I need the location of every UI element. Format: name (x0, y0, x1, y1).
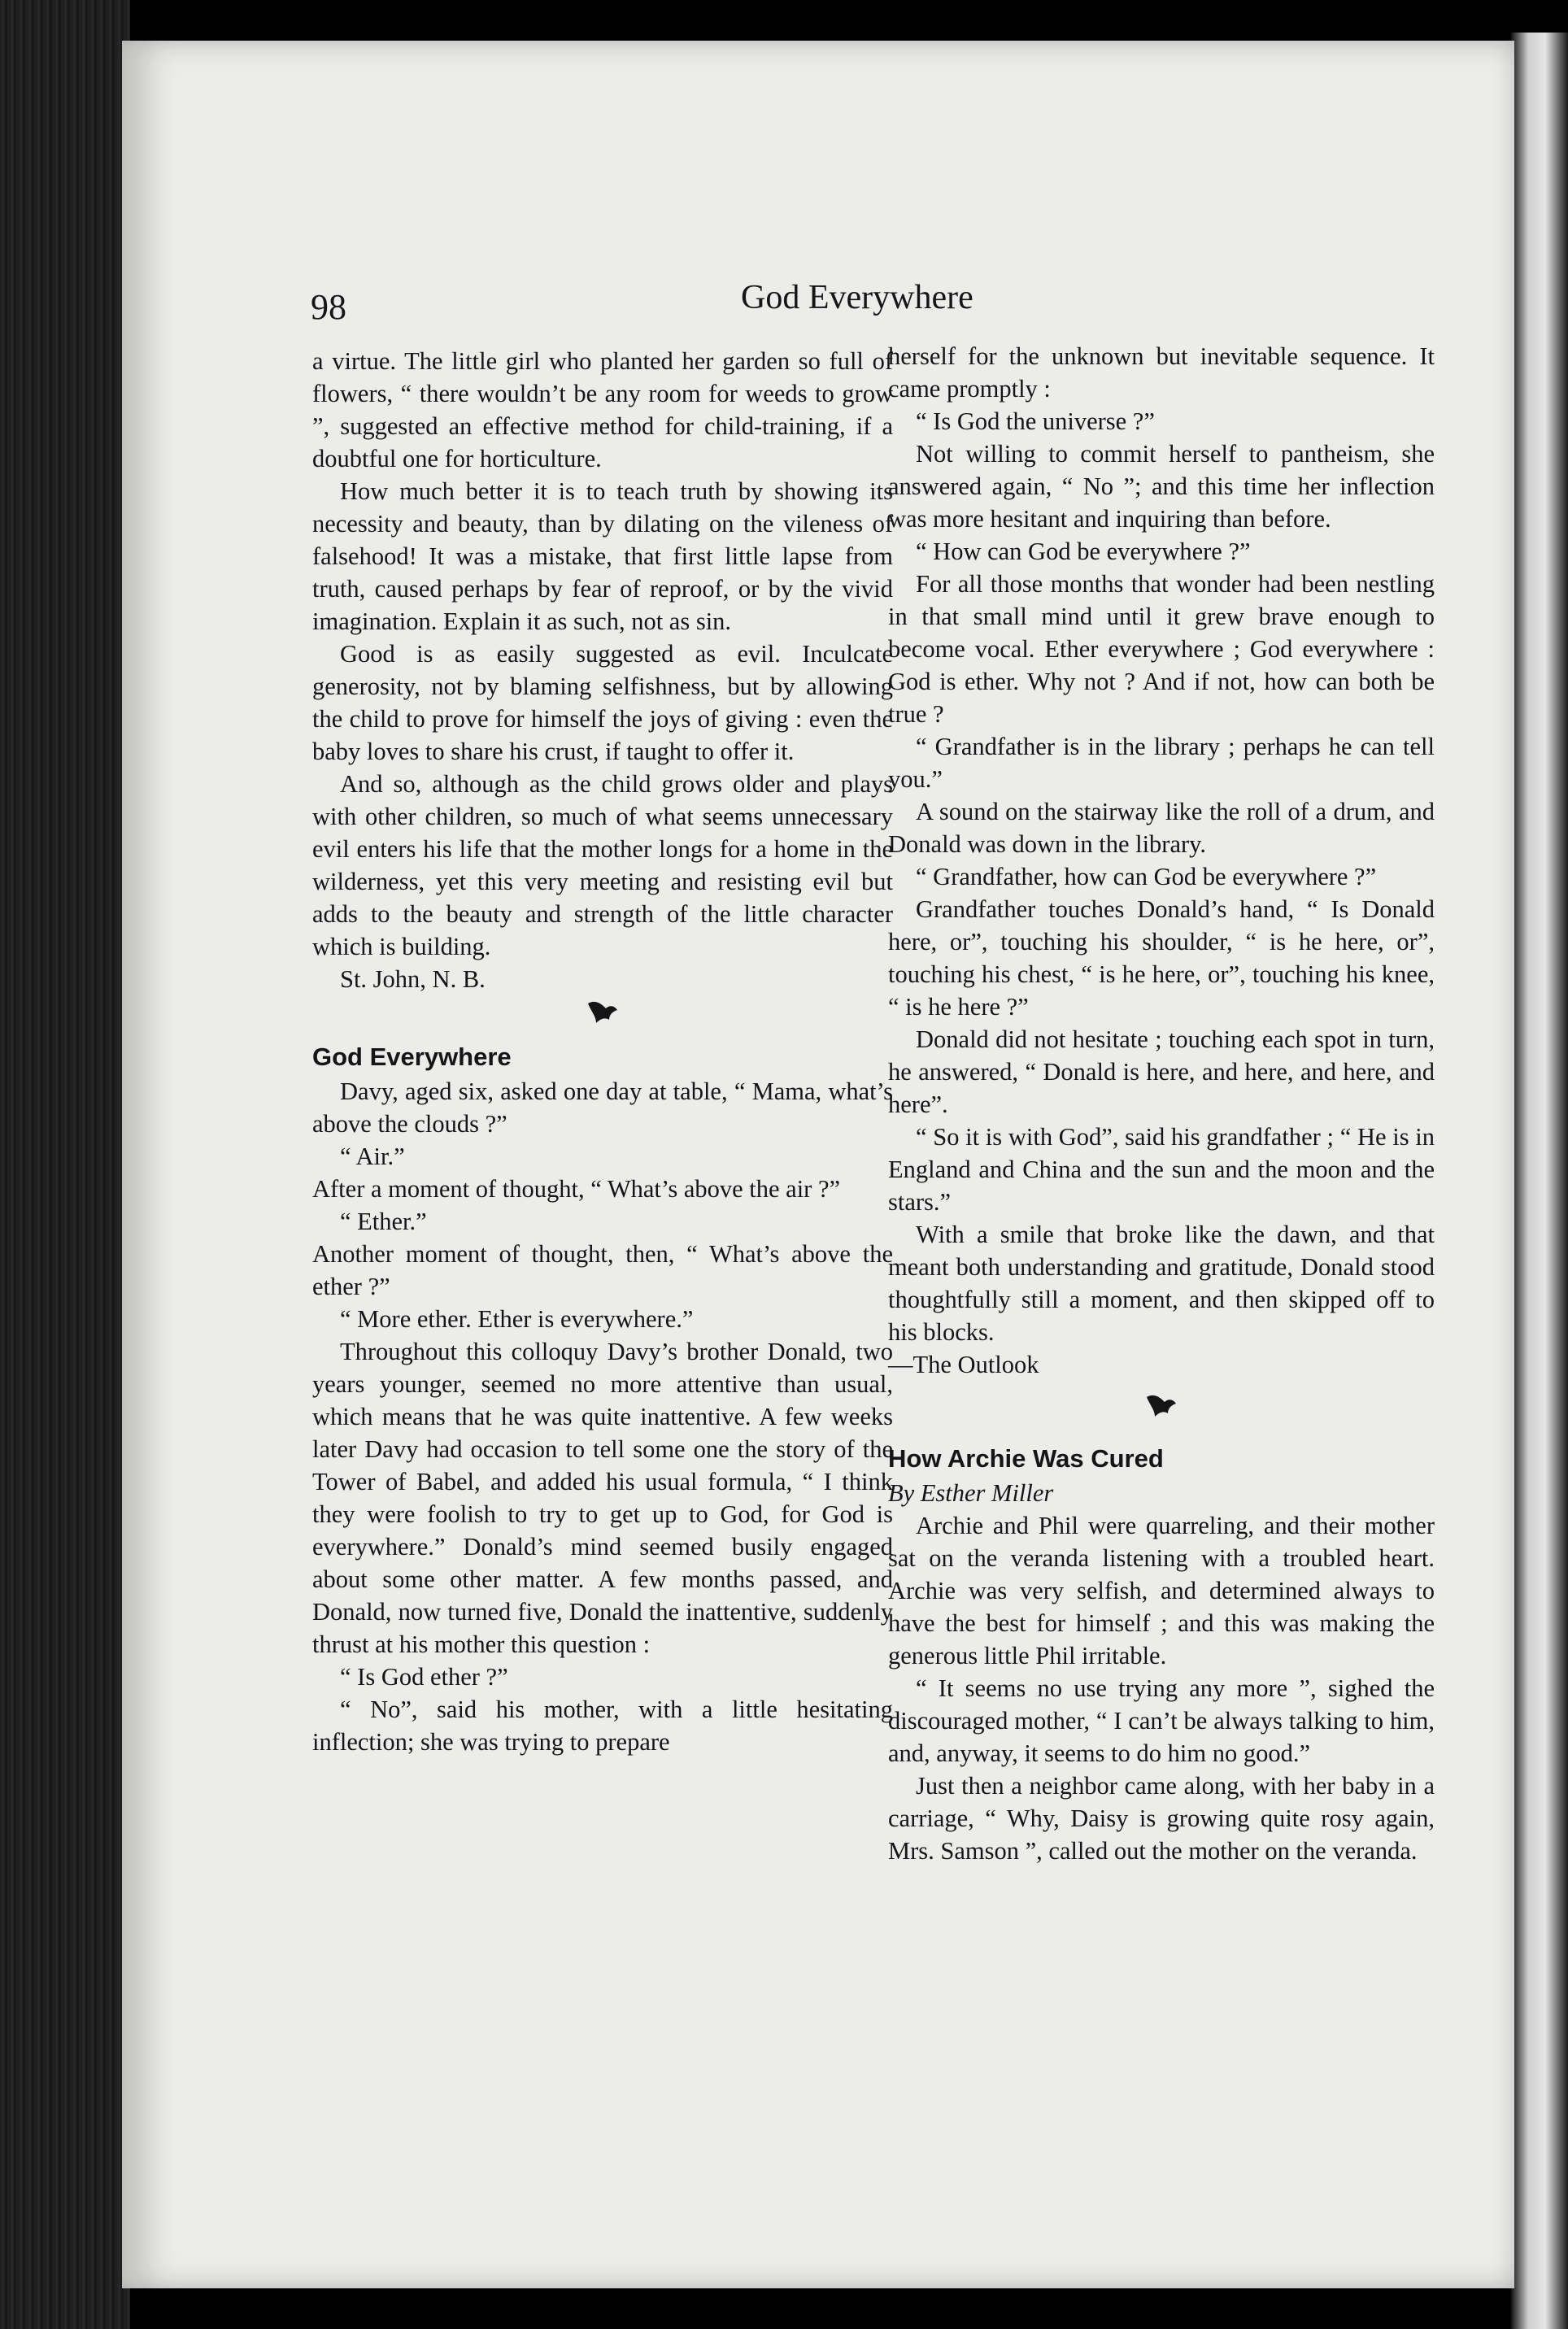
paragraph: How much better it is to teach truth by showing its necessity and beauty, than by dilating on the vileness of falsehood! It was a mistake, that first little lapse from truth, caused perhaps by fear of reproof, or by the vivid imagination. Explain it as such, not as sin. (312, 477, 893, 635)
paragraph: “ How can God be everywhere ?” (916, 538, 1251, 565)
paragraph: “ Grandfather is in the library ; perhaps he can tell you.” (888, 733, 1435, 793)
running-title: God Everywhere (741, 279, 973, 316)
paragraph: And so, although as the child grows older and plays with other children, so much of what seems unnecessary evil enters his life that the mother longs for a home in the wilderness, yet this very meeting and resisting evil but adds to the beauty and strength of the little character which is building. (312, 770, 893, 960)
page-number: 98 (311, 287, 346, 327)
paragraph: For all those months that wonder had been nestling in that small mind until it grew brave enough to become vocal. Ether everywhere ; God everywhere : God is ether. Why not ? And if not, how can both be true ? (888, 570, 1435, 728)
paragraph: Just then a neighbor came along, with her baby in a carriage, “ Why, Daisy is growing quite rosy again, Mrs. Samson ”, called out the mother on the veranda. (888, 1772, 1435, 1865)
paragraph: “ No”, said his mother, with a little hesitating inflection; she was trying to prepare (312, 1696, 893, 1756)
source-credit: —The Outlook (888, 1351, 1039, 1378)
book-spine-edge (0, 0, 130, 2329)
paragraph: After a moment of thought, “ What’s above the air ?” (312, 1175, 841, 1203)
paragraph: Another moment of thought, then, “ What’s above the ether ?” (312, 1240, 893, 1300)
paragraph: a virtue. The little girl who planted her garden so full of flowers, “ there wouldn’t be any room for weeds to grow ”, suggested an effective method for child-training, if a doubtful one for horticulture. (312, 347, 893, 472)
paragraph: Davy, aged six, asked one day at table, “ Mama, what’s above the clouds ?” (312, 1077, 893, 1138)
article-title: How Archie Was Cured (888, 1444, 1164, 1473)
paragraph: Throughout this colloquy Davy’s brother Donald, two years younger, seemed no more attentive than usual, which means that he was quite inattentive. A few weeks later Davy had occasion to tell some one the story of the Tower of Babel, and added his usual formula, “ I think they were foolish to try to get up to God, for God is everywhere.” Donald’s mind seemed busily engaged about some other matter. A few months passed, and Donald, now turned five, Donald the inattentive, suddenly thrust at his mother this question : (312, 1338, 893, 1658)
paragraph: “ More ether. Ether is everywhere.” (340, 1305, 694, 1333)
book-page-edge (1511, 33, 1568, 2329)
paragraph: “ Ether.” (340, 1208, 427, 1235)
article-title: God Everywhere (312, 1043, 512, 1071)
paragraph: “ So it is with God”, said his grandfather ; “ He is in England and China and the sun and the moon and the stars.” (888, 1123, 1435, 1216)
paragraph: Not willing to commit herself to pantheism, she answered again, “ No ”; and this time her inflection was more hesitant and inquiring than before. (888, 440, 1435, 533)
paragraph: A sound on the stairway like the roll of a drum, and Donald was down in the library. (888, 798, 1435, 858)
paragraph: With a smile that broke like the dawn, and that meant both understanding and gratitude, Donald stood thoughtfully still a moment, and then skipped off to his blocks. (888, 1221, 1435, 1346)
paragraph: “ Is God ether ?” (340, 1663, 508, 1691)
paragraph: herself for the unknown but inevitable sequence. It came promptly : (888, 342, 1435, 403)
paragraph: “ Is God the universe ?” (916, 407, 1155, 435)
fleuron-icon (312, 995, 893, 1039)
byline: By Esther Miller (888, 1479, 1054, 1507)
paragraph: “ It seems no use trying any more ”, sighed the discouraged mother, “ I can’t be always talking to him, and, anyway, it seems to do him no good.” (888, 1674, 1435, 1767)
paragraph: “ Air.” (340, 1143, 405, 1170)
paragraph: “ Grandfather, how can God be everywhere ?” (916, 863, 1377, 890)
left-column (312, 345, 893, 1758)
paragraph: Archie and Phil were quarreling, and their mother sat on the veranda listening with a troubled heart. Archie was very selfish, and determined always to have the best for himself ; and this was making the generous little Phil irritable. (888, 1512, 1435, 1669)
right-column (888, 340, 1435, 1867)
signoff: St. John, N. B. (340, 965, 486, 993)
paragraph: Donald did not hesitate ; touching each spot in turn, he answered, “ Donald is here, and here, and here, and here”. (888, 1025, 1435, 1118)
fleuron-icon (888, 1381, 1435, 1441)
paragraph: Good is as easily suggested as evil. Inculcate generosity, not by blaming selfishness, but by allowing the child to prove for himself the joys of giving : even the baby loves to share his crust, if taught to offer it. (312, 640, 893, 765)
paragraph: Grandfather touches Donald’s hand, “ Is Donald here, or”, touching his shoulder, “ is he here, or”, touching his chest, “ is he here, or”, touching his knee, “ is he here ?” (888, 895, 1435, 1021)
